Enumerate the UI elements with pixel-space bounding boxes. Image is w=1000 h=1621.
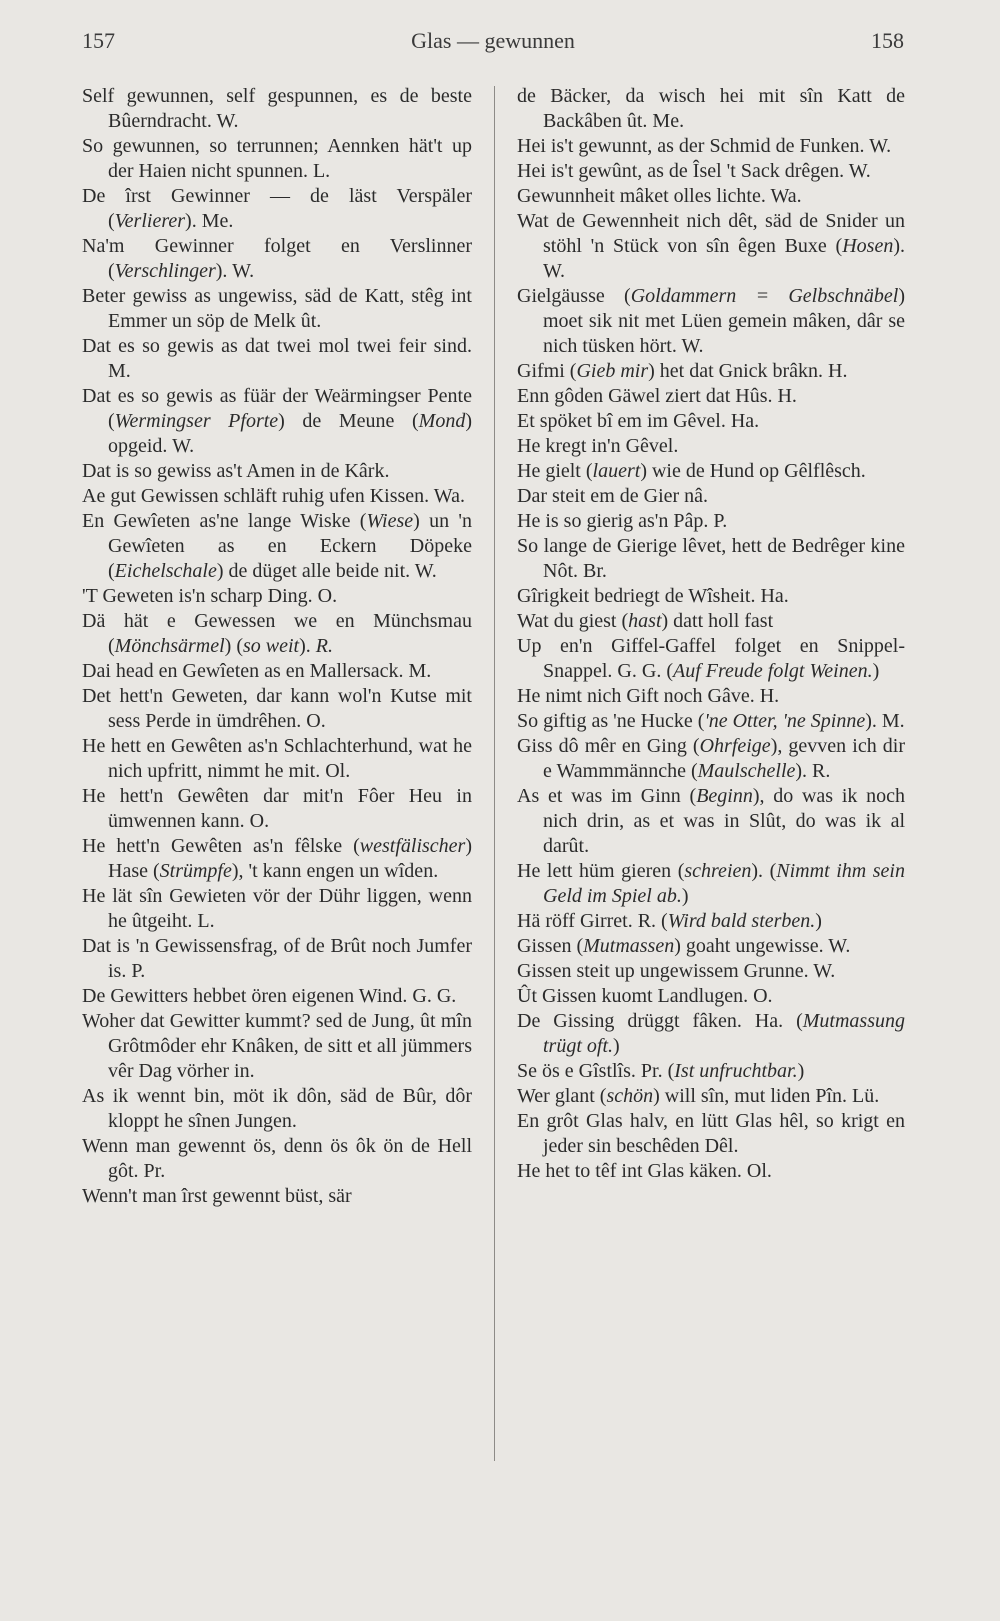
proverb-text: Dat is 'n Gewissensfrag, of de Brût noch Jumfer is. P. bbox=[82, 935, 472, 982]
proverb-text: Gîrigkeit bedriegt de Wîsheit. Ha. bbox=[517, 585, 789, 607]
proverb-text: Na'm Gewinner folget en Verslinner ( bbox=[82, 235, 472, 282]
proverb-text: Se ös e Gîstlîs. Pr. ( bbox=[517, 1060, 675, 1082]
proverb-entry bbox=[517, 384, 905, 409]
proverb-text: Dat is so gewiss as't Amen in de Kârk. bbox=[82, 460, 390, 482]
proverb-entry bbox=[517, 1059, 905, 1084]
gloss-text: Ist unfruchtbar. bbox=[674, 1060, 798, 1082]
proverb-entry bbox=[517, 909, 905, 934]
proverb-entry bbox=[82, 734, 472, 784]
gloss-text: so weit bbox=[242, 635, 300, 657]
gloss-text: Goldammern = Gelbschnäbel bbox=[630, 285, 899, 307]
proverb-text: Gifmi ( bbox=[517, 360, 577, 382]
proverb-entry bbox=[82, 509, 472, 584]
proverb-entry bbox=[82, 334, 472, 384]
gloss-text: Wiese bbox=[366, 510, 414, 532]
proverb-entry bbox=[82, 834, 472, 884]
proverb-text: ) datt holl fast bbox=[661, 610, 774, 632]
proverb-text: So gewunnen, so terrunnen; Aennken hät't up der Haien nicht spunnen. L. bbox=[82, 135, 472, 182]
proverb-entry bbox=[82, 484, 472, 509]
proverb-entry bbox=[82, 1009, 472, 1084]
proverb-text: He hett'n Gewêten dar mit'n Fôer Heu in ümwennen kann. O. bbox=[82, 785, 472, 832]
proverb-entry bbox=[517, 534, 905, 584]
proverb-text: Ae gut Gewissen schläft ruhig ufen Kissen. Wa. bbox=[82, 485, 465, 507]
proverb-entry bbox=[517, 359, 905, 384]
gloss-text: Mutmassen bbox=[583, 935, 675, 957]
proverb-text: As ik wennt bin, möt ik dôn, säd de Bûr, dôr kloppt he sînen Jungen. bbox=[82, 1085, 472, 1132]
proverb-entry bbox=[82, 584, 472, 609]
proverb-text: ). W. bbox=[543, 235, 905, 282]
proverb-entry bbox=[517, 434, 905, 459]
proverb-entry bbox=[82, 784, 472, 834]
page-header bbox=[82, 24, 904, 60]
proverb-text: He lett hüm gieren ( bbox=[517, 860, 685, 882]
gloss-text: Nimmt ihm sein Geld im Spiel ab. bbox=[543, 860, 905, 907]
proverb-text: Giss dô mêr en Ging ( bbox=[517, 735, 700, 757]
proverb-entry bbox=[517, 134, 905, 159]
proverb-entry bbox=[517, 709, 905, 734]
proverb-text: Dä hät e Gewessen we en Münchsmau ( bbox=[82, 610, 472, 657]
right-page-number: 158 bbox=[871, 28, 904, 53]
proverb-entry bbox=[82, 134, 472, 184]
proverb-text: Gewunnheit mâket olles lichte. Wa. bbox=[517, 185, 802, 207]
proverb-entry bbox=[517, 959, 905, 984]
proverb-text: Wenn't man îrst gewennt büst, sär bbox=[82, 1185, 352, 1207]
proverb-text: Dat es so gewis as füär der Weärmingser Pente ( bbox=[82, 385, 472, 432]
proverb-text: ) de Meune ( bbox=[278, 410, 419, 432]
gloss-text: Wird bald sterben. bbox=[667, 910, 816, 932]
gloss-text: lauert bbox=[592, 460, 641, 482]
proverb-text: He kregt in'n Gêvel. bbox=[517, 435, 679, 457]
proverb-text: Dar steit em de Gier nâ. bbox=[517, 485, 709, 507]
gloss-text: Gieb mir bbox=[576, 360, 649, 382]
proverb-text: ) wie de Hund op Gêlflêsch. bbox=[640, 460, 866, 482]
gloss-text: Hosen bbox=[842, 235, 894, 257]
proverb-text: ) goaht ungewisse. W. bbox=[674, 935, 851, 957]
proverb-entry bbox=[517, 84, 905, 134]
proverb-entry bbox=[517, 1009, 905, 1059]
left-page-number: 157 bbox=[82, 28, 115, 53]
proverb-text: Dai head en Gewîeten as en Mallersack. M. bbox=[82, 660, 432, 682]
proverb-entry bbox=[82, 1084, 472, 1134]
proverb-text: De îrst Gewinner — de läst Verspäler ( bbox=[82, 185, 472, 232]
proverb-text: ). M. bbox=[865, 710, 905, 732]
proverb-text: Up en'n Giffel-Gaffel folget en Snippel-Snappel. G. G. ( bbox=[517, 635, 905, 682]
proverb-text: Wat du giest ( bbox=[517, 610, 629, 632]
proverb-text: ). R. bbox=[795, 760, 831, 782]
proverb-text: ), do was ik noch nich drin, as et was in Slût, do was ik al darût. bbox=[543, 785, 905, 857]
proverb-entry bbox=[82, 609, 472, 659]
proverb-text: So lange de Gierige lêvet, hett de Bedrêger kine Nôt. Br. bbox=[517, 535, 905, 582]
proverb-text: ) moet sik nit met Lüen gemein mâken, dâr se nich tüsken hört. W. bbox=[543, 285, 905, 357]
gloss-text: schön bbox=[606, 1085, 654, 1107]
gloss-text: schreien bbox=[684, 860, 752, 882]
proverb-text: ) opgeid. W. bbox=[108, 410, 472, 457]
proverb-entry bbox=[517, 634, 905, 684]
proverb-entry bbox=[517, 859, 905, 909]
proverb-text: ). Me. bbox=[185, 210, 234, 232]
proverb-text: En grôt Glas halv, en lütt Glas hêl, so krigt en jeder sin beschêden Dêl. bbox=[517, 1110, 905, 1157]
proverb-text: He het to têf int Glas käken. Ol. bbox=[517, 1160, 772, 1182]
gloss-text: Mönchsärmel bbox=[114, 635, 225, 657]
proverb-text: Et spöket bî em im Gêvel. Ha. bbox=[517, 410, 760, 432]
proverb-text: Hä röff Girret. R. ( bbox=[517, 910, 668, 932]
proverb-text: ) bbox=[681, 885, 689, 907]
proverb-text: ). ( bbox=[751, 860, 777, 882]
proverb-entry bbox=[82, 684, 472, 734]
proverb-text: He nimt nich Gift noch Gâve. H. bbox=[517, 685, 780, 707]
proverb-entry bbox=[517, 1084, 905, 1109]
proverb-entry bbox=[82, 934, 472, 984]
proverb-text: Hei is't gewûnt, as de Îsel 't Sack drêgen. W. bbox=[517, 160, 871, 182]
proverb-entry bbox=[82, 184, 472, 234]
gloss-text: Beginn bbox=[696, 785, 753, 807]
gloss-text: Wermingser Pforte bbox=[114, 410, 279, 432]
left-column bbox=[82, 84, 472, 1209]
proverb-entry bbox=[517, 934, 905, 959]
proverb-entry bbox=[517, 184, 905, 209]
gloss-text: 'ne Otter, 'ne Spinne bbox=[704, 710, 866, 732]
proverb-text: En Gewîeten as'ne lange Wiske ( bbox=[82, 510, 367, 532]
proverb-text: ), gevven ich dir e Wammmännche ( bbox=[543, 735, 905, 782]
proverb-text: ) Hase ( bbox=[108, 835, 472, 882]
proverb-entry bbox=[82, 659, 472, 684]
proverb-entry bbox=[82, 1134, 472, 1184]
proverb-text: ) het dat Gnick brâkn. H. bbox=[648, 360, 848, 382]
proverb-text: Ût Gissen kuomt Landlugen. O. bbox=[517, 985, 773, 1007]
gloss-text: Maulschelle bbox=[697, 760, 796, 782]
proverb-text: 'T Geweten is'n scharp Ding. O. bbox=[82, 585, 338, 607]
running-title: Glas — gewunnen bbox=[411, 28, 575, 53]
right-column bbox=[517, 84, 905, 1184]
proverb-text: ). W. bbox=[215, 260, 255, 282]
proverb-text: He hett'n Gewêten as'n fêlske ( bbox=[82, 835, 360, 857]
proverb-text: Enn gôden Gäwel ziert dat Hûs. H. bbox=[517, 385, 797, 407]
proverb-entry bbox=[517, 159, 905, 184]
proverb-entry bbox=[517, 484, 905, 509]
proverb-text: He lät sîn Gewieten vör der Dühr liggen, wenn he ûtgeiht. L. bbox=[82, 885, 472, 932]
proverb-text: ), 't kann engen un wîden. bbox=[231, 860, 439, 882]
gloss-text: hast bbox=[628, 610, 662, 632]
gloss-text: westfälischer bbox=[359, 835, 466, 857]
proverb-text: ) un 'n Gewîeten as en Eckern Döpeke ( bbox=[108, 510, 472, 582]
proverb-text: De Gissing drüggt fâken. Ha. ( bbox=[517, 1010, 803, 1032]
proverb-text: Hei is't gewunnt, as der Schmid de Funken. W. bbox=[517, 135, 892, 157]
proverb-entry bbox=[517, 1109, 905, 1159]
proverb-text: de Bäcker, da wisch hei mit sîn Katt de Backâben ût. Me. bbox=[517, 85, 905, 132]
proverb-entry bbox=[517, 584, 905, 609]
gloss-text: Eichelschale bbox=[114, 560, 217, 582]
proverb-entry bbox=[82, 984, 472, 1009]
proverb-text: ) will sîn, mut liden Pîn. Lü. bbox=[653, 1085, 880, 1107]
gloss-text: Strümpfe bbox=[159, 860, 232, 882]
proverb-entry bbox=[82, 84, 472, 134]
proverb-text: Det hett'n Geweten, dar kann wol'n Kutse mit sess Perde in ümdrêhen. O. bbox=[82, 685, 472, 732]
proverb-text: De Gewitters hebbet ören eigenen Wind. G. G. bbox=[82, 985, 457, 1007]
proverb-text: Gissen ( bbox=[517, 935, 584, 957]
proverb-entry bbox=[82, 234, 472, 284]
proverb-text: ). bbox=[299, 635, 316, 657]
proverb-entry bbox=[517, 209, 905, 284]
proverb-text: Dat es so gewis as dat twei mol twei feir sind. M. bbox=[82, 335, 472, 382]
proverb-text: Wer glant ( bbox=[517, 1085, 607, 1107]
proverb-text: ) bbox=[797, 1060, 805, 1082]
proverb-entry bbox=[82, 459, 472, 484]
proverb-text: Gielgäusse ( bbox=[517, 285, 631, 307]
proverb-text: Gissen steit up ungewissem Grunne. W. bbox=[517, 960, 836, 982]
proverb-entry bbox=[517, 984, 905, 1009]
proverb-entry bbox=[517, 284, 905, 359]
proverb-text: He hett en Gewêten as'n Schlachterhund, wat he nich upfritt, nimmt he mit. Ol. bbox=[82, 735, 472, 782]
proverb-text: Woher dat Gewitter kummt? sed de Jung, ût mîn Grôtmôder ehr Knâken, de sitt et all jümmers vêr Dag vörher in. bbox=[82, 1010, 472, 1082]
proverb-entry bbox=[82, 884, 472, 934]
proverb-text: ) ( bbox=[224, 635, 243, 657]
proverb-entry bbox=[517, 459, 905, 484]
proverb-text: Beter gewiss as ungewiss, säd de Katt, stêg int Emmer un söp de Melk ût. bbox=[82, 285, 472, 332]
gloss-text: Verschlinger bbox=[114, 260, 216, 282]
gloss-text: Verlierer bbox=[114, 210, 186, 232]
proverb-text: ) bbox=[872, 660, 880, 682]
proverb-text: So giftig as 'ne Hucke ( bbox=[517, 710, 705, 732]
gloss-text: Ohrfeige bbox=[699, 735, 771, 757]
proverb-text: He gielt ( bbox=[517, 460, 593, 482]
gloss-text: Mond bbox=[418, 410, 466, 432]
proverb-entry bbox=[82, 384, 472, 459]
gloss-text: Auf Freude folgt Weinen. bbox=[672, 660, 873, 682]
proverb-entry bbox=[517, 609, 905, 634]
proverb-text: Self gewunnen, self gespunnen, es de beste Bûerndracht. W. bbox=[82, 85, 472, 132]
proverb-text: ) bbox=[815, 910, 822, 932]
proverb-entry bbox=[517, 684, 905, 709]
proverb-text: As et was im Ginn ( bbox=[517, 785, 697, 807]
proverb-entry bbox=[517, 1159, 905, 1184]
proverb-entry bbox=[517, 409, 905, 434]
proverb-entry bbox=[517, 734, 905, 784]
proverb-entry bbox=[517, 509, 905, 534]
proverb-text: Wat de Gewennheit nich dêt, säd de Snider un stöhl 'n Stück von sîn êgen Buxe ( bbox=[517, 210, 905, 257]
proverb-text: ) bbox=[613, 1035, 620, 1057]
gloss-text: Mutmassung trügt oft. bbox=[543, 1010, 905, 1057]
gloss-text: R. bbox=[315, 635, 333, 657]
proverb-entry bbox=[82, 1184, 472, 1209]
proverb-text: ) de düget alle beide nit. W. bbox=[216, 560, 437, 582]
proverb-entry bbox=[82, 284, 472, 334]
proverb-entry bbox=[517, 784, 905, 859]
proverb-text: Wenn man gewennt ös, denn ös ôk ön de Hell gôt. Pr. bbox=[82, 1135, 472, 1182]
column-divider bbox=[494, 86, 495, 1461]
proverb-text: He is so gierig as'n Pâp. P. bbox=[517, 510, 728, 532]
